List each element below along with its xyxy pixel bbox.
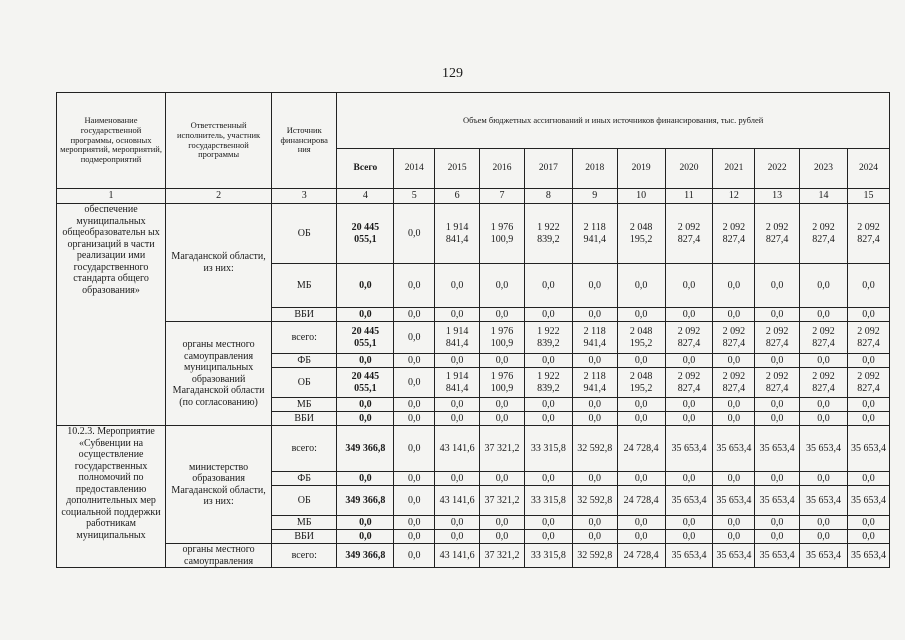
year-value-cell: 0,0 xyxy=(394,472,435,486)
year-value-cell: 0,0 xyxy=(800,398,848,412)
funding-source-cell: ОБ xyxy=(272,204,337,264)
year-value-cell: 0,0 xyxy=(800,530,848,544)
year-value-cell: 35 653,4 xyxy=(800,486,848,516)
year-value-cell: 0,0 xyxy=(435,516,480,530)
year-value-cell: 2 092 827,4 xyxy=(847,322,889,354)
header-year: 2023 xyxy=(800,149,848,189)
column-number: 6 xyxy=(435,189,480,204)
year-value-cell: 0,0 xyxy=(665,530,713,544)
year-value-cell: 0,0 xyxy=(524,516,572,530)
header-volume: Объем бюджетных ассигнований и иных источников финансирования, тыс. рублей xyxy=(337,93,890,149)
year-value-cell: 2 118 941,4 xyxy=(572,322,617,354)
year-value-cell: 0,0 xyxy=(665,412,713,426)
year-value-cell: 0,0 xyxy=(480,412,525,426)
year-value-cell: 0,0 xyxy=(800,516,848,530)
year-value-cell: 0,0 xyxy=(435,530,480,544)
year-value-cell: 24 728,4 xyxy=(617,486,665,516)
executor-cell: органы местного самоуправления xyxy=(166,544,272,568)
year-value-cell: 0,0 xyxy=(665,472,713,486)
year-value-cell: 0,0 xyxy=(617,472,665,486)
table-row xyxy=(57,426,890,472)
year-value-cell: 1 922 839,2 xyxy=(524,322,572,354)
year-value-cell: 0,0 xyxy=(713,516,755,530)
year-value-cell: 0,0 xyxy=(394,544,435,568)
year-value-cell: 0,0 xyxy=(480,354,525,368)
year-value-cell: 0,0 xyxy=(524,264,572,308)
column-number: 4 xyxy=(337,189,394,204)
table-row xyxy=(57,544,890,568)
year-value-cell: 0,0 xyxy=(617,398,665,412)
year-value-cell: 0,0 xyxy=(480,308,525,322)
year-value-cell: 35 653,4 xyxy=(847,426,889,472)
year-value-cell: 0,0 xyxy=(572,308,617,322)
total-value-cell: 0,0 xyxy=(337,516,394,530)
year-value-cell: 0,0 xyxy=(847,308,889,322)
year-value-cell: 0,0 xyxy=(480,264,525,308)
year-value-cell: 0,0 xyxy=(665,516,713,530)
funding-source-cell: МБ xyxy=(272,516,337,530)
year-value-cell: 2 092 827,4 xyxy=(665,368,713,398)
year-value-cell: 1 976 100,9 xyxy=(480,368,525,398)
header-year: 2017 xyxy=(524,149,572,189)
year-value-cell: 2 092 827,4 xyxy=(755,204,800,264)
column-number: 9 xyxy=(572,189,617,204)
year-value-cell: 35 653,4 xyxy=(847,486,889,516)
year-value-cell: 0,0 xyxy=(524,530,572,544)
year-value-cell: 2 092 827,4 xyxy=(755,322,800,354)
funding-source-cell: ФБ xyxy=(272,472,337,486)
year-value-cell: 0,0 xyxy=(394,486,435,516)
total-value-cell: 20 445 055,1 xyxy=(337,368,394,398)
column-number: 2 xyxy=(166,189,272,204)
year-value-cell: 2 092 827,4 xyxy=(800,204,848,264)
year-value-cell: 0,0 xyxy=(800,412,848,426)
year-value-cell: 0,0 xyxy=(617,530,665,544)
year-value-cell: 0,0 xyxy=(617,308,665,322)
column-number: 14 xyxy=(800,189,848,204)
column-number: 8 xyxy=(524,189,572,204)
column-number: 13 xyxy=(755,189,800,204)
year-value-cell: 0,0 xyxy=(755,398,800,412)
year-value-cell: 37 321,2 xyxy=(480,544,525,568)
year-value-cell: 0,0 xyxy=(713,398,755,412)
year-value-cell: 0,0 xyxy=(394,204,435,264)
year-value-cell: 2 092 827,4 xyxy=(847,368,889,398)
header-year: 2014 xyxy=(394,149,435,189)
year-value-cell: 0,0 xyxy=(713,264,755,308)
year-value-cell: 0,0 xyxy=(394,322,435,354)
year-value-cell: 35 653,4 xyxy=(665,544,713,568)
executor-cell: Магаданской области, из них: xyxy=(166,204,272,322)
year-value-cell: 0,0 xyxy=(572,412,617,426)
year-value-cell: 0,0 xyxy=(847,354,889,368)
year-value-cell: 1 914 841,4 xyxy=(435,204,480,264)
header-year: 2020 xyxy=(665,149,713,189)
year-value-cell: 35 653,4 xyxy=(713,486,755,516)
executor-cell: органы местного самоуправления муниципальных образований Магаданской области (по согласованию) xyxy=(166,322,272,426)
table-row xyxy=(57,322,890,354)
column-number: 15 xyxy=(847,189,889,204)
column-numbers-row xyxy=(57,189,890,204)
year-value-cell: 0,0 xyxy=(800,472,848,486)
year-value-cell: 0,0 xyxy=(394,264,435,308)
year-value-cell: 1 922 839,2 xyxy=(524,204,572,264)
year-value-cell: 0,0 xyxy=(524,472,572,486)
year-value-cell: 0,0 xyxy=(480,472,525,486)
funding-source-cell: ВБИ xyxy=(272,412,337,426)
year-value-cell: 2 092 827,4 xyxy=(713,322,755,354)
year-value-cell: 0,0 xyxy=(394,530,435,544)
year-value-cell: 0,0 xyxy=(572,354,617,368)
total-value-cell: 349 366,8 xyxy=(337,544,394,568)
year-value-cell: 0,0 xyxy=(572,530,617,544)
total-value-cell: 0,0 xyxy=(337,398,394,412)
year-value-cell: 1 922 839,2 xyxy=(524,368,572,398)
column-number: 1 xyxy=(57,189,166,204)
year-value-cell: 35 653,4 xyxy=(800,426,848,472)
executor-cell: министерство образования Магаданской области, из них: xyxy=(166,426,272,544)
year-value-cell: 35 653,4 xyxy=(755,544,800,568)
year-value-cell: 0,0 xyxy=(435,412,480,426)
year-value-cell: 0,0 xyxy=(847,530,889,544)
year-value-cell: 0,0 xyxy=(394,398,435,412)
header-year: 2015 xyxy=(435,149,480,189)
header-source: Источник финансирова ния xyxy=(272,93,337,189)
header-total: Всего xyxy=(337,149,394,189)
header-year: 2018 xyxy=(572,149,617,189)
year-value-cell: 0,0 xyxy=(480,530,525,544)
column-number: 3 xyxy=(272,189,337,204)
header-year: 2016 xyxy=(480,149,525,189)
page-number: 129 xyxy=(442,66,463,81)
funding-source-cell: МБ xyxy=(272,398,337,412)
year-value-cell: 1 976 100,9 xyxy=(480,204,525,264)
header-executor: Ответственный исполнитель, участник государственной программы xyxy=(166,93,272,189)
year-value-cell: 0,0 xyxy=(847,472,889,486)
year-value-cell: 2 048 195,2 xyxy=(617,322,665,354)
year-value-cell: 0,0 xyxy=(394,516,435,530)
funding-source-cell: всего: xyxy=(272,426,337,472)
year-value-cell: 0,0 xyxy=(617,412,665,426)
year-value-cell: 2 118 941,4 xyxy=(572,204,617,264)
year-value-cell: 2 092 827,4 xyxy=(713,368,755,398)
year-value-cell: 0,0 xyxy=(713,530,755,544)
year-value-cell: 0,0 xyxy=(755,516,800,530)
header-year: 2021 xyxy=(713,149,755,189)
year-value-cell: 35 653,4 xyxy=(713,544,755,568)
year-value-cell: 35 653,4 xyxy=(755,486,800,516)
year-value-cell: 0,0 xyxy=(524,398,572,412)
year-value-cell: 0,0 xyxy=(435,354,480,368)
year-value-cell: 0,0 xyxy=(713,472,755,486)
year-value-cell: 0,0 xyxy=(394,354,435,368)
year-value-cell: 0,0 xyxy=(665,398,713,412)
year-value-cell: 33 315,8 xyxy=(524,486,572,516)
total-value-cell: 0,0 xyxy=(337,530,394,544)
funding-source-cell: всего: xyxy=(272,322,337,354)
year-value-cell: 0,0 xyxy=(394,412,435,426)
year-value-cell: 43 141,6 xyxy=(435,486,480,516)
year-value-cell: 35 653,4 xyxy=(755,426,800,472)
year-value-cell: 2 092 827,4 xyxy=(755,368,800,398)
year-value-cell: 0,0 xyxy=(572,516,617,530)
year-value-cell: 0,0 xyxy=(524,354,572,368)
total-value-cell: 349 366,8 xyxy=(337,486,394,516)
year-value-cell: 32 592,8 xyxy=(572,544,617,568)
funding-source-cell: МБ xyxy=(272,264,337,308)
program-name-cell: обеспечение муниципальных общеобразовательн ых организаций в части реализации ими государственного стандарта общего образования» xyxy=(57,204,166,426)
year-value-cell: 2 048 195,2 xyxy=(617,204,665,264)
year-value-cell: 32 592,8 xyxy=(572,486,617,516)
year-value-cell: 2 092 827,4 xyxy=(847,204,889,264)
year-value-cell: 0,0 xyxy=(755,412,800,426)
year-value-cell: 43 141,6 xyxy=(435,544,480,568)
year-value-cell: 0,0 xyxy=(665,354,713,368)
year-value-cell: 33 315,8 xyxy=(524,426,572,472)
total-value-cell: 0,0 xyxy=(337,308,394,322)
year-value-cell: 2 092 827,4 xyxy=(665,204,713,264)
total-value-cell: 349 366,8 xyxy=(337,426,394,472)
year-value-cell: 0,0 xyxy=(435,308,480,322)
year-value-cell: 0,0 xyxy=(617,264,665,308)
year-value-cell: 0,0 xyxy=(847,264,889,308)
year-value-cell: 0,0 xyxy=(572,264,617,308)
year-value-cell: 0,0 xyxy=(524,308,572,322)
year-value-cell: 0,0 xyxy=(713,354,755,368)
header-year: 2019 xyxy=(617,149,665,189)
year-value-cell: 0,0 xyxy=(435,264,480,308)
year-value-cell: 37 321,2 xyxy=(480,486,525,516)
funding-source-cell: всего: xyxy=(272,544,337,568)
year-value-cell: 1 914 841,4 xyxy=(435,322,480,354)
header-year: 2022 xyxy=(755,149,800,189)
year-value-cell: 35 653,4 xyxy=(713,426,755,472)
year-value-cell: 24 728,4 xyxy=(617,544,665,568)
year-value-cell: 2 092 827,4 xyxy=(713,204,755,264)
year-value-cell: 0,0 xyxy=(755,472,800,486)
year-value-cell: 35 653,4 xyxy=(665,426,713,472)
funding-source-cell: ВБИ xyxy=(272,308,337,322)
year-value-cell: 2 048 195,2 xyxy=(617,368,665,398)
year-value-cell: 35 653,4 xyxy=(665,486,713,516)
year-value-cell: 0,0 xyxy=(617,516,665,530)
column-number: 10 xyxy=(617,189,665,204)
year-value-cell: 2 092 827,4 xyxy=(665,322,713,354)
year-value-cell: 0,0 xyxy=(755,530,800,544)
header-program-name: Наименование государственной программы, основных мероприятий, мероприятий, подмероприятий xyxy=(57,93,166,189)
year-value-cell: 0,0 xyxy=(755,354,800,368)
funding-source-cell: ОБ xyxy=(272,368,337,398)
year-value-cell: 0,0 xyxy=(572,472,617,486)
year-value-cell: 0,0 xyxy=(847,398,889,412)
funding-source-cell: ОБ xyxy=(272,486,337,516)
year-value-cell: 0,0 xyxy=(800,308,848,322)
year-value-cell: 0,0 xyxy=(800,264,848,308)
table-row xyxy=(57,204,890,264)
header-year: 2024 xyxy=(847,149,889,189)
year-value-cell: 0,0 xyxy=(755,308,800,322)
year-value-cell: 0,0 xyxy=(800,354,848,368)
year-value-cell: 33 315,8 xyxy=(524,544,572,568)
year-value-cell: 0,0 xyxy=(847,516,889,530)
year-value-cell: 1 914 841,4 xyxy=(435,368,480,398)
year-value-cell: 0,0 xyxy=(394,426,435,472)
funding-source-cell: ВБИ xyxy=(272,530,337,544)
year-value-cell: 0,0 xyxy=(572,398,617,412)
total-value-cell: 20 445 055,1 xyxy=(337,322,394,354)
year-value-cell: 1 976 100,9 xyxy=(480,322,525,354)
year-value-cell: 2 092 827,4 xyxy=(800,368,848,398)
year-value-cell: 32 592,8 xyxy=(572,426,617,472)
year-value-cell: 0,0 xyxy=(713,412,755,426)
budget-table xyxy=(56,92,890,568)
year-value-cell: 35 653,4 xyxy=(847,544,889,568)
total-value-cell: 0,0 xyxy=(337,472,394,486)
year-value-cell: 0,0 xyxy=(435,472,480,486)
year-value-cell: 37 321,2 xyxy=(480,426,525,472)
column-number: 7 xyxy=(480,189,525,204)
year-value-cell: 0,0 xyxy=(394,308,435,322)
column-number: 5 xyxy=(394,189,435,204)
year-value-cell: 0,0 xyxy=(713,308,755,322)
year-value-cell: 0,0 xyxy=(617,354,665,368)
year-value-cell: 0,0 xyxy=(755,264,800,308)
year-value-cell: 0,0 xyxy=(480,516,525,530)
year-value-cell: 0,0 xyxy=(847,412,889,426)
funding-source-cell: ФБ xyxy=(272,354,337,368)
year-value-cell: 24 728,4 xyxy=(617,426,665,472)
total-value-cell: 0,0 xyxy=(337,354,394,368)
year-value-cell: 35 653,4 xyxy=(800,544,848,568)
year-value-cell: 2 092 827,4 xyxy=(800,322,848,354)
column-number: 11 xyxy=(665,189,713,204)
year-value-cell: 2 118 941,4 xyxy=(572,368,617,398)
year-value-cell: 0,0 xyxy=(480,398,525,412)
total-value-cell: 20 445 055,1 xyxy=(337,204,394,264)
year-value-cell: 0,0 xyxy=(394,368,435,398)
year-value-cell: 0,0 xyxy=(435,398,480,412)
column-number: 12 xyxy=(713,189,755,204)
total-value-cell: 0,0 xyxy=(337,264,394,308)
total-value-cell: 0,0 xyxy=(337,412,394,426)
year-value-cell: 0,0 xyxy=(524,412,572,426)
year-value-cell: 0,0 xyxy=(665,308,713,322)
program-name-cell: 10.2.3. Мероприятие «Субвенции на осуществление государственных полномочий по предоставлению дополнительных мер социальной поддержки работникам муниципальных xyxy=(57,426,166,568)
year-value-cell: 0,0 xyxy=(665,264,713,308)
year-value-cell: 43 141,6 xyxy=(435,426,480,472)
